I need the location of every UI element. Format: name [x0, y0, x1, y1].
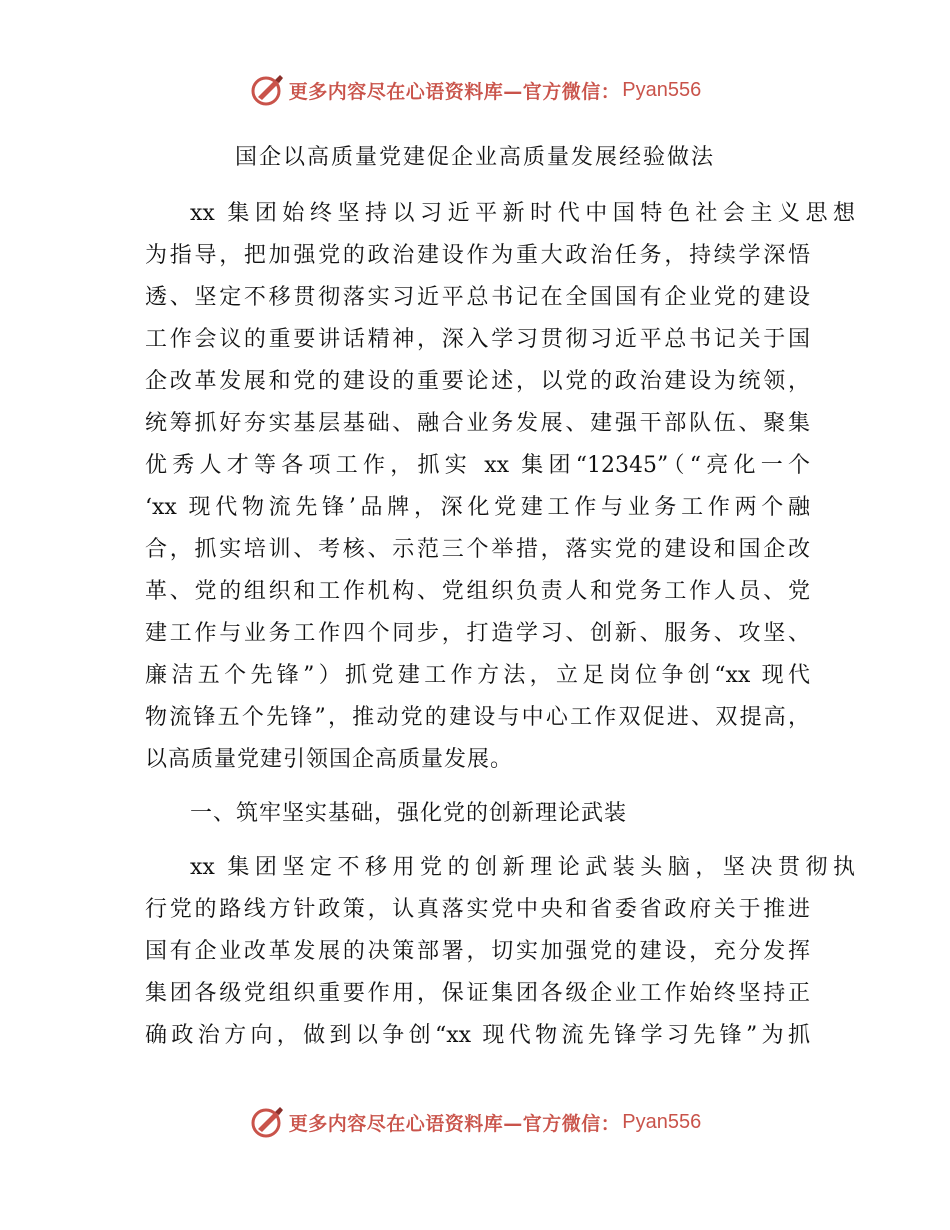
paragraph-line: 以高质量党建引领国企高质量发展。	[145, 747, 514, 772]
watermark-banner-top	[0, 70, 950, 110]
paragraph-line: xx 集团始终坚持以习近平新时代中国特色社会主义思想	[190, 201, 855, 226]
paragraph-line: 合，抓实培训、考核、示范三个举措，落实党的建设和国企改	[145, 537, 810, 562]
paragraph-line: 廉洁五个先锋”）抓党建工作方法，立足岗位争创“xx 现代	[145, 663, 810, 688]
paragraph-line: ‘xx 现代物流先锋’品牌，深化党建工作与业务工作两个融	[145, 495, 810, 520]
paragraph-line: 优秀人才等各项工作，抓实 xx 集团“12345”（“亮化一个	[145, 453, 810, 478]
paragraph-line: 物流锋五个先锋”，推动党的建设与中心工作双促进、双提高，	[145, 705, 810, 730]
paragraph-line: 行党的路线方针政策，认真落实党中央和省委省政府关于推进	[145, 897, 810, 922]
paragraph-line: 集团各级党组织重要作用，保证集团各级企业工作始终坚持正	[145, 981, 810, 1006]
banner-text: 更多内容尽在心语资料库—官方微信：	[288, 1112, 621, 1135]
section-heading: 一、筑牢坚实基础，强化党的创新理论武装	[190, 801, 628, 826]
paragraph-line: 为指导，把加强党的政治建设作为重大政治任务，持续学深悟	[145, 243, 810, 268]
watermark-banner-bottom	[0, 1102, 950, 1142]
paragraph-line: 企改革发展和党的建设的重要论述，以党的政治建设为统领，	[145, 369, 810, 394]
paragraph-line: 国有企业改革发展的决策部署，切实加强党的建设，充分发挥	[145, 939, 810, 964]
wechat-id: Pyan556	[622, 78, 702, 101]
paragraph-line: 确政治方向，做到以争创“xx 现代物流先锋学习先锋”为抓	[145, 1023, 810, 1048]
paragraph-line: 工作会议的重要讲话精神，深入学习贯彻习近平总书记关于国	[145, 327, 810, 352]
logo-icon	[249, 72, 285, 108]
paragraph-line: xx 集团坚定不移用党的创新理论武装头脑，坚决贯彻执	[190, 855, 855, 880]
wechat-id: Pyan556	[622, 1110, 702, 1133]
document-title: 国企以高质量党建促企业高质量发展经验做法	[234, 145, 715, 170]
paragraph-line: 透、坚定不移贯彻落实习近平总书记在全国国有企业党的建设	[145, 285, 810, 310]
paragraph-line: 革、党的组织和工作机构、党组织负责人和党务工作人员、党	[145, 579, 810, 604]
paragraph-line: 建工作与业务工作四个同步，打造学习、创新、服务、攻坚、	[145, 621, 810, 646]
paragraph-line: 统筹抓好夯实基层基础、融合业务发展、建强干部队伍、聚集	[145, 411, 810, 436]
banner-text: 更多内容尽在心语资料库—官方微信：	[288, 80, 621, 103]
logo-icon	[249, 1104, 285, 1140]
